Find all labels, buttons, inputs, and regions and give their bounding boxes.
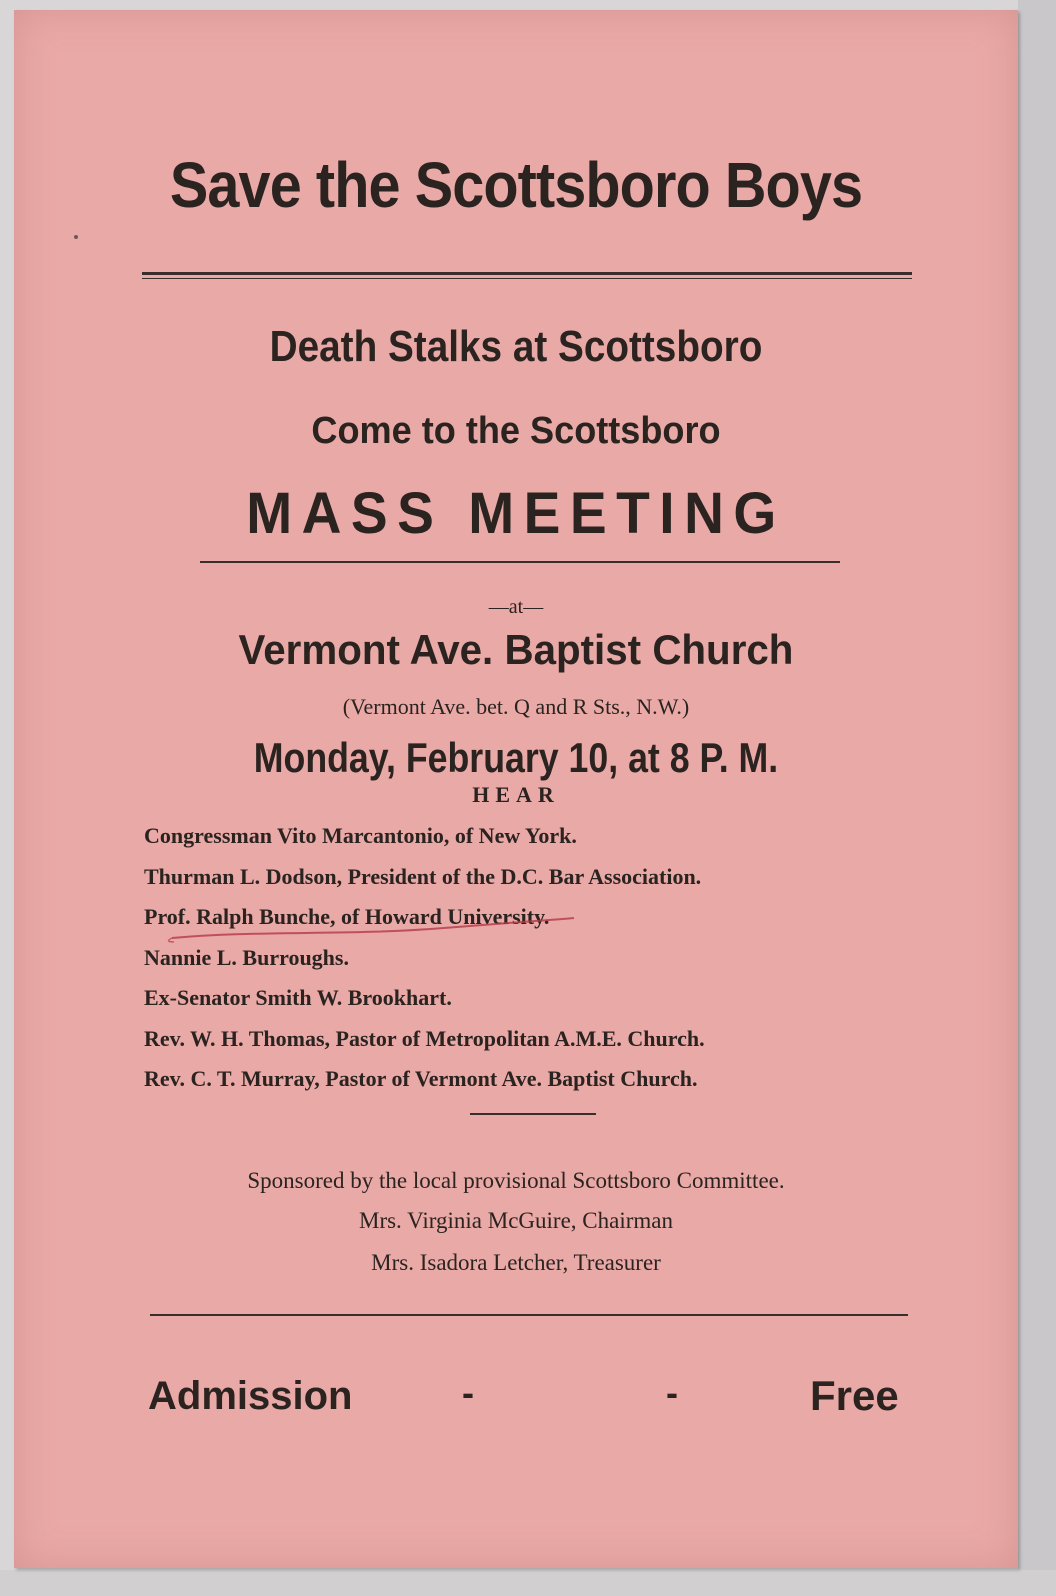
scan-background-right — [1018, 0, 1056, 1596]
flyer-title: Save the Scottsboro Boys — [169, 149, 863, 221]
at-line: —at— — [488, 596, 544, 618]
speaker-item: Ex-Senator Smith W. Brookhart. — [144, 985, 452, 1010]
flyer-sheet — [14, 10, 1018, 1568]
speaker-list — [144, 822, 924, 1106]
speaker-item: Rev. W. H. Thomas, Pastor of Metropolitan A.M.E. Church. — [144, 1025, 705, 1051]
event-type: MASS MEETING — [246, 481, 786, 546]
title-rule-thin — [142, 278, 912, 279]
speaker-item: Rev. C. T. Murray, Pastor of Vermont Ave. Baptist Church. — [144, 1066, 698, 1091]
title-rule — [142, 272, 912, 275]
sponsor-line: Sponsored by the local provisional Scottsboro Committee. — [247, 1168, 785, 1193]
venue-name: Vermont Ave. Baptist Church — [238, 626, 794, 673]
speaker-item: Prof. Ralph Bunche, of Howard University. — [144, 904, 550, 929]
admission-dash: - — [462, 1372, 474, 1413]
admission-label: Admission — [148, 1374, 353, 1418]
treasurer-line: Mrs. Isadora Letcher, Treasurer — [371, 1250, 661, 1275]
admission-value: Free — [810, 1372, 899, 1419]
headline: Death Stalks at Scottsboro — [269, 322, 763, 371]
venue-address: (Vermont Ave. bet. Q and R Sts., N.W.) — [342, 694, 690, 719]
event-rule — [200, 561, 840, 563]
speaker-item: Congressman Vito Marcantonio, of New York. — [144, 823, 577, 848]
red-pencil-underline — [144, 906, 704, 946]
short-divider — [470, 1113, 596, 1115]
hear-heading: HEAR — [472, 782, 560, 807]
chairman-line: Mrs. Virginia McGuire, Chairman — [359, 1208, 673, 1233]
admission-dash: - — [666, 1372, 678, 1413]
scan-background-bottom — [0, 1570, 1056, 1596]
bottom-rule — [150, 1314, 908, 1316]
speaker-item: Thurman L. Dodson, President of the D.C. Bar Association. — [144, 863, 702, 889]
speaker-item: Nannie L. Burroughs. — [144, 944, 349, 970]
paper-speck — [74, 235, 78, 239]
invite-line: Come to the Scottsboro — [311, 410, 721, 452]
event-date-time: Monday, February 10, at 8 P. M. — [253, 734, 779, 781]
